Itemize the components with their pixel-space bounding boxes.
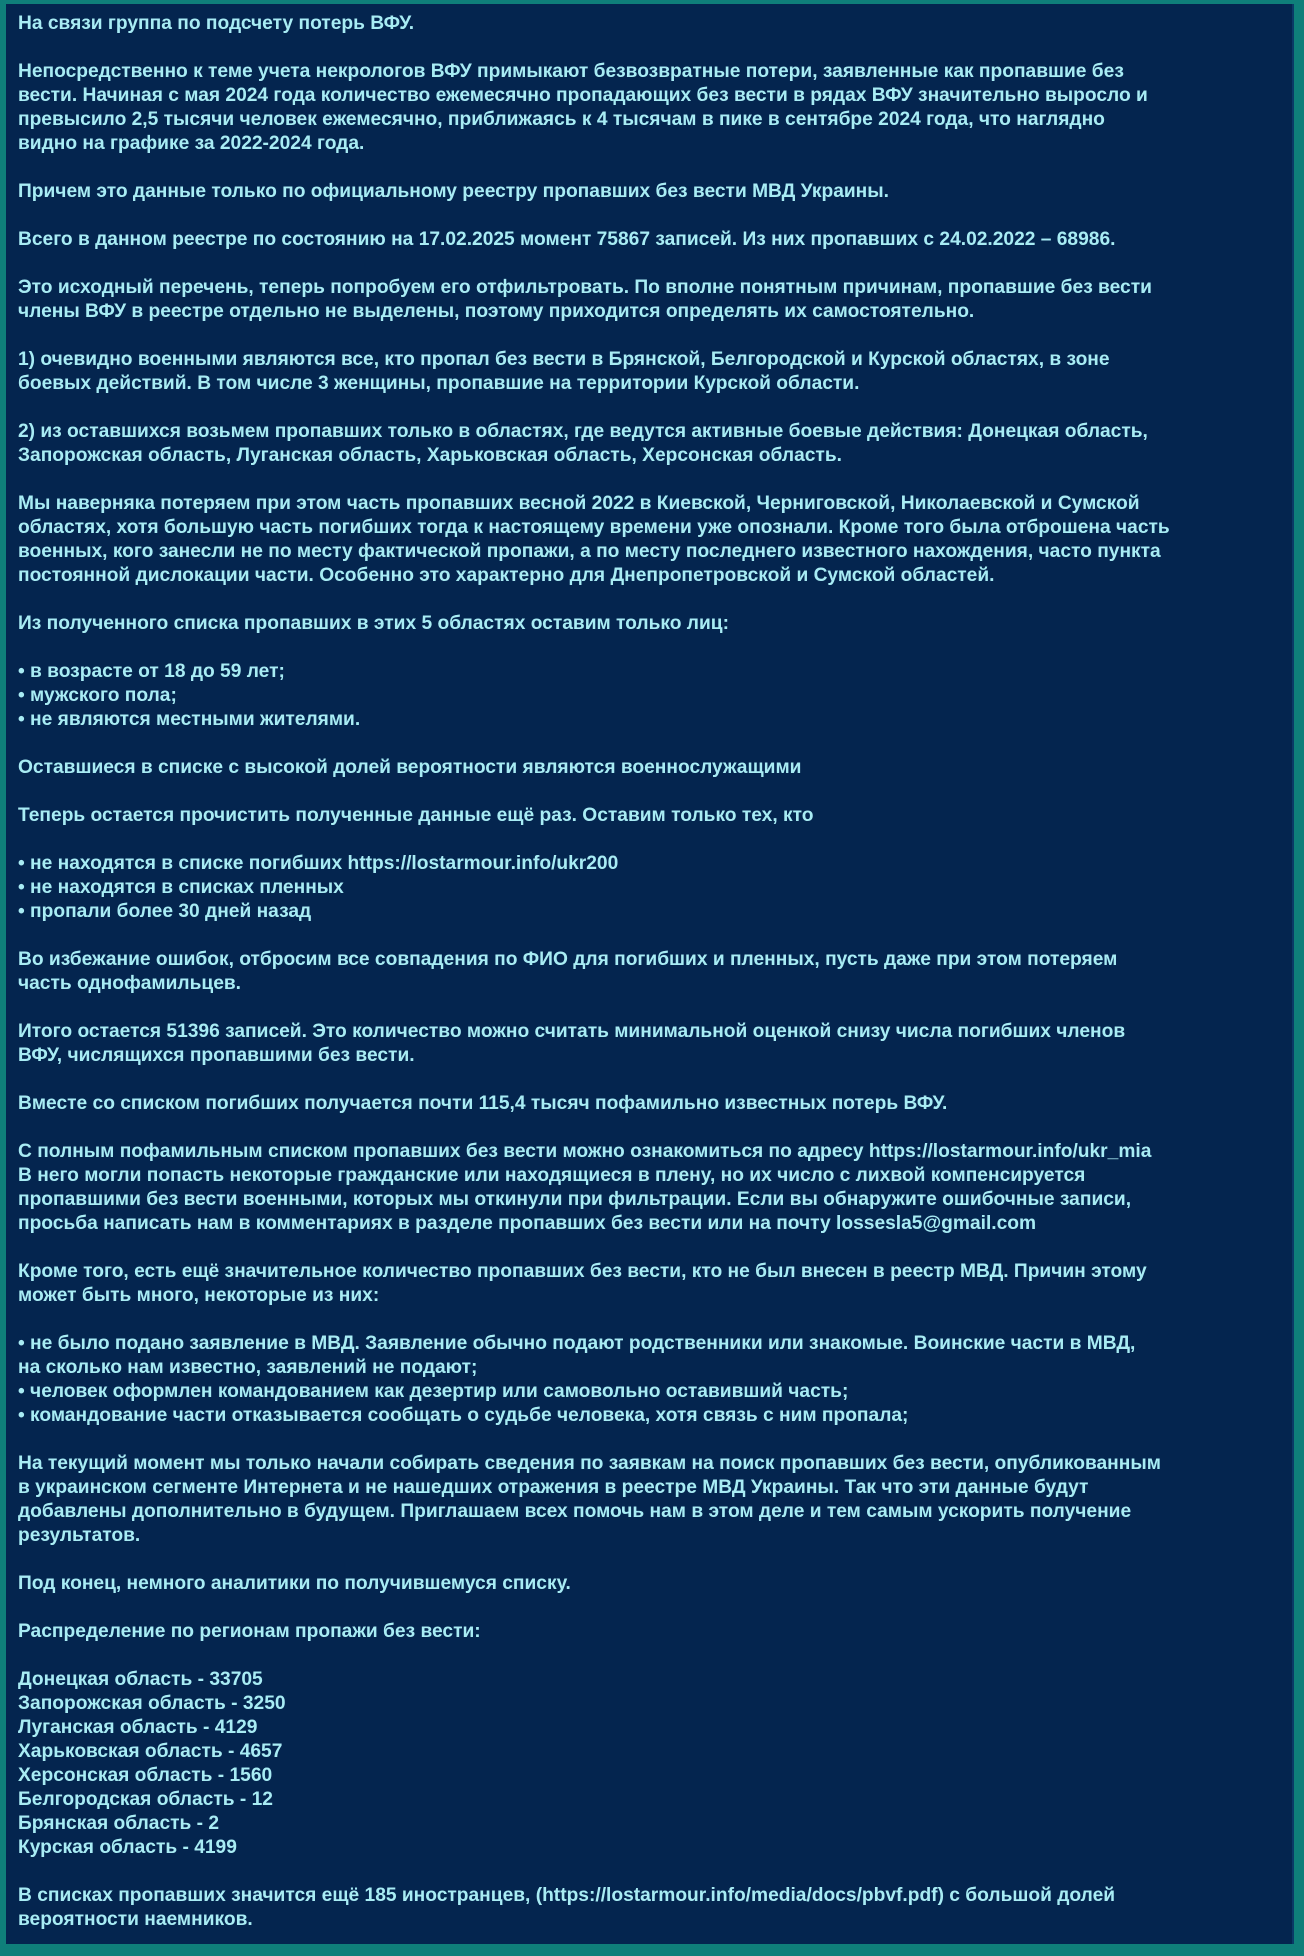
text-line: • не находятся в списке погибших https://lostarmour.info/ukr200 <box>18 853 619 874</box>
text-line: результатов. <box>18 1525 141 1546</box>
paragraph <box>18 1668 1288 1860</box>
paragraph <box>18 804 1288 828</box>
text-line: военных, кого занесли не по месту фактической пропажи, а по месту последнего известного нахождения, часто пункта <box>18 541 1161 562</box>
text-line: видно на графике за 2022-2024 года. <box>18 133 365 154</box>
text-line: В него могли попасть некоторые гражданские или находящиеся в плену, но их число с лихвой компенсируется <box>18 1165 1086 1186</box>
text-line: Под конец, немного аналитики по получившемуся списку. <box>18 1573 571 1594</box>
text-line: вероятности наемников. <box>18 1909 253 1930</box>
text-line: В списках пропавших значится ещё 185 иностранцев, (https://lostarmour.info/media/docs/pbvf.pdf) с большой долей <box>18 1885 1116 1906</box>
paragraph <box>18 276 1288 324</box>
text-line: Теперь остается прочистить полученные данные ещё раз. Оставим только тех, кто <box>18 805 814 826</box>
paragraph <box>18 228 1288 252</box>
text-line: Вместе со списком погибших получается почти 115,4 тысяч пофамильно известных потерь ВФУ. <box>18 1093 948 1114</box>
message-panel <box>6 4 1294 1944</box>
text-line: Запорожская область, Луганская область, Харьковская область, Херсонская область. <box>18 445 842 466</box>
text-line: 2) из оставшихся возьмем пропавших только в областях, где ведутся активные боевые действия: Донецкая область, <box>18 421 1148 442</box>
text-line: • в возрасте от 18 до 59 лет; <box>18 661 285 682</box>
text-line: Во избежание ошибок, отбросим все совпадения по ФИО для погибших и пленных, пусть даже при этом потеряем <box>18 949 1118 970</box>
text-line: боевых действий. В том числе 3 женщины, пропавшие на территории Курской области. <box>18 373 860 394</box>
text-line: Херсонская область - 1560 <box>18 1765 273 1786</box>
text-line: Луганская область - 4129 <box>18 1717 258 1738</box>
paragraph <box>18 492 1288 588</box>
paragraph <box>18 1884 1288 1932</box>
paragraph <box>18 1260 1288 1308</box>
paragraph <box>18 348 1288 396</box>
text-line: Оставшиеся в списке с высокой долей вероятности являются военнослужащими <box>18 757 802 778</box>
paragraph <box>18 1140 1288 1236</box>
text-line: С полным пофамильным списком пропавших без вести можно ознакомиться по адресу https://lostarmour.info/ukr_mia <box>18 1141 1152 1162</box>
text-line: вести. Начиная с мая 2024 года количество ежемесячно пропадающих без вести в рядах ВФУ значительно выросло и <box>18 85 1148 106</box>
text-line: просьба написать нам в комментариях в разделе пропавших без вести или на почту lossesla5@gmail.com <box>18 1213 1037 1234</box>
paragraph <box>18 660 1288 732</box>
text-line: постоянной дислокации части. Особенно это характерно для Днепропетровской и Сумской областей. <box>18 565 995 586</box>
text-line: 1) очевидно военными являются все, кто пропал без вести в Брянской, Белгородской и Курской областях, в зоне <box>18 349 1110 370</box>
text-line: • не являются местными жителями. <box>18 709 361 730</box>
paragraph <box>18 1572 1288 1596</box>
text-line: • человек оформлен командованием как дезертир или самовольно оставивший часть; <box>18 1381 849 1402</box>
text-line: Мы наверняка потеряем при этом часть пропавших весной 2022 в Киевской, Черниговской, Николаевской и Сумской <box>18 493 1140 514</box>
paragraph <box>18 12 1288 36</box>
paragraph <box>18 948 1288 996</box>
text-line: Непосредственно к теме учета некрологов ВФУ примыкают безвозвратные потери, заявленные как пропавшие без <box>18 61 1124 82</box>
paragraph <box>18 420 1288 468</box>
text-line: На связи группа по подсчету потерь ВФУ. <box>18 13 415 34</box>
text-line: Распределение по регионам пропажи без вести: <box>18 1621 481 1642</box>
paragraph <box>18 180 1288 204</box>
text-line: в украинском сегменте Интернета и не нашедших отражения в реестре МВД Украины. Так что эти данные будут <box>18 1477 1089 1498</box>
text-line: часть однофамильцев. <box>18 973 241 994</box>
paragraph <box>18 756 1288 780</box>
text-line: • командование части отказывается сообщать о судьбе человека, хотя связь с ним пропала; <box>18 1405 909 1426</box>
text-line: На текущий момент мы только начали собирать сведения по заявкам на поиск пропавших без вести, опубликованным <box>18 1453 1161 1474</box>
paragraph <box>18 612 1288 636</box>
text-line: Причем это данные только по официальному реестру пропавших без вести МВД Украины. <box>18 181 889 202</box>
text-line: Белгородская область - 12 <box>18 1789 273 1810</box>
text-line: превысило 2,5 тысячи человек ежемесячно, приближаясь к 4 тысячам в пике в сентябре 2024 года, что наглядно <box>18 109 1105 130</box>
paragraph <box>18 1020 1288 1068</box>
paragraph <box>18 1452 1288 1548</box>
text-line: Брянская область - 2 <box>18 1813 220 1834</box>
paragraph <box>18 1332 1288 1428</box>
text-line: Это исходный перечень, теперь попробуем его отфильтровать. По вполне понятным причинам, пропавшие без вести <box>18 277 1152 298</box>
paragraph <box>18 60 1288 156</box>
text-line: Донецкая область - 33705 <box>18 1669 263 1690</box>
text-line: Кроме того, есть ещё значительное количество пропавших без вести, кто не был внесен в реестр МВД. Причин этому <box>18 1261 1147 1282</box>
text-line: пропавшими без вести военными, которых мы откинули при фильтрации. Если вы обнаружите ошибочные записи, <box>18 1189 1132 1210</box>
paragraph <box>18 1092 1288 1116</box>
text-line: Из полученного списка пропавших в этих 5 областях оставим только лиц: <box>18 613 729 634</box>
text-line: • не находятся в списках пленных <box>18 877 344 898</box>
paragraph <box>18 852 1288 924</box>
text-line: Итого остается 51396 записей. Это количество можно считать минимальной оценкой снизу числа погибших членов <box>18 1021 1126 1042</box>
text-line: Курская область - 4199 <box>18 1837 237 1858</box>
text-line: может быть много, некоторые из них: <box>18 1285 380 1306</box>
paragraph <box>18 1620 1288 1644</box>
text-line: добавлены дополнительно в будущем. Приглашаем всех помочь нам в этом деле и тем самым ускорить получение <box>18 1501 1132 1522</box>
text-line: Запорожская область - 3250 <box>18 1693 286 1714</box>
text-line: Всего в данном реестре по состоянию на 17.02.2025 момент 75867 записей. Из них пропавших с 24.02.2022 – 68986. <box>18 229 1116 250</box>
text-line: ВФУ, числящихся пропавшими без вести. <box>18 1045 415 1066</box>
message-text <box>18 12 1288 1956</box>
text-line: на сколько нам известно, заявлений не подают; <box>18 1357 478 1378</box>
text-line: Харьковская область - 4657 <box>18 1741 283 1762</box>
text-line: • мужского пола; <box>18 685 177 706</box>
text-line: члены ВФУ в реестре отдельно не выделены, поэтому приходится определять их самостоятельно. <box>18 301 975 322</box>
text-line: областях, хотя большую часть погибших тогда к настоящему времени уже опознали. Кроме того была отброшена часть <box>18 517 1170 538</box>
text-line: • пропали более 30 дней назад <box>18 901 312 922</box>
text-line: • не было подано заявление в МВД. Заявление обычно подают родственники или знакомые. Воинские части в МВД, <box>18 1333 1136 1354</box>
